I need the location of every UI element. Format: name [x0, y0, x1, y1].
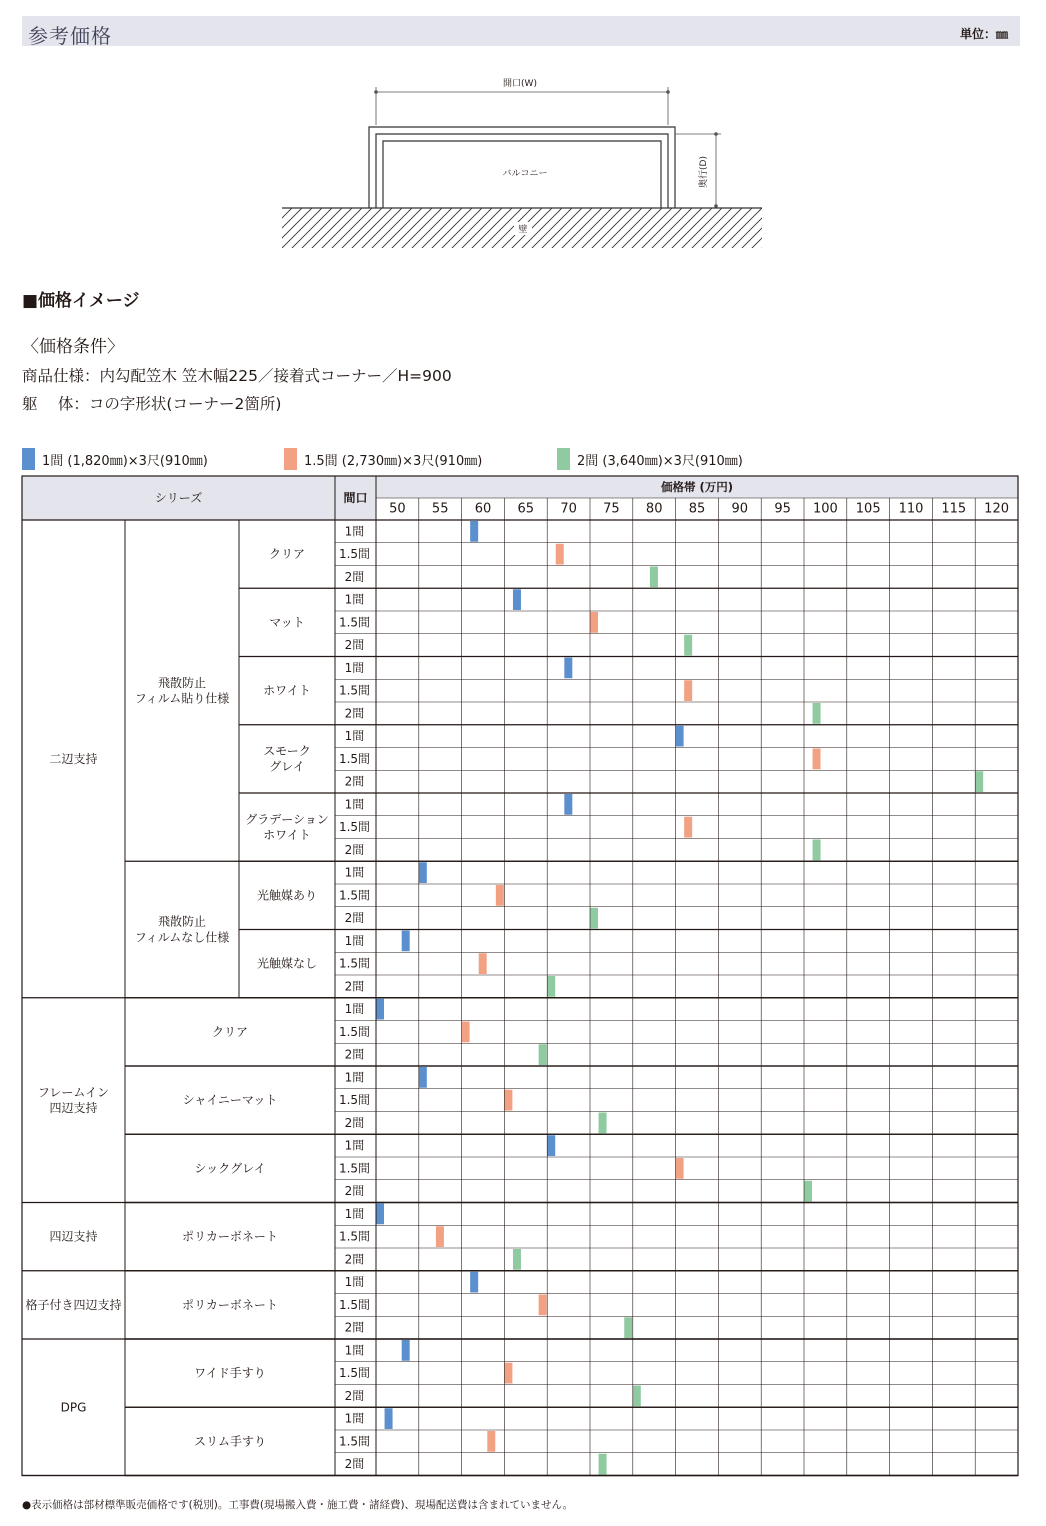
price-tick-label: 90 — [731, 501, 749, 517]
opening-label: 1.5間 — [338, 683, 371, 698]
price-marker — [564, 794, 572, 815]
price-marker — [590, 612, 598, 633]
series-variant-label: グラデーション — [245, 812, 329, 827]
price-marker — [599, 1113, 607, 1134]
opening-label: 1.5間 — [338, 751, 371, 766]
balcony-label: バルコニー — [502, 169, 548, 179]
price-marker — [676, 1158, 684, 1179]
legend-label-2ken: 2間 (3,640㎜)×3尺(910㎜) — [577, 453, 743, 469]
opening-label: 1.5間 — [338, 956, 371, 971]
opening-label: 1.5間 — [338, 888, 371, 903]
opening-label: 1.5間 — [338, 1229, 371, 1244]
series-sub-label: 飛散防止 — [157, 675, 207, 690]
width-label: 開口(W) — [503, 79, 537, 89]
opening-label: 2間 — [344, 979, 365, 994]
price-marker — [402, 1340, 410, 1361]
opening-label: 2間 — [344, 706, 365, 721]
price-marker — [564, 658, 572, 679]
opening-label: 1.5間 — [338, 1093, 371, 1108]
price-marker — [470, 1272, 478, 1293]
opening-label: 1間 — [344, 1138, 365, 1153]
opening-label: 2間 — [344, 842, 365, 857]
opening-label: 1間 — [344, 660, 365, 675]
price-tick-label: 75 — [603, 501, 620, 517]
series-group-label: 四辺支持 — [49, 1100, 98, 1115]
footnote: ●表示価格は部材標準販売価格です(税別)。工事費(現場搬入費・施工費・諸経費)、現場配送費は含まれていません。 — [22, 1499, 574, 1511]
price-marker — [684, 680, 692, 701]
price-marker — [599, 1454, 607, 1475]
price-marker — [804, 1181, 812, 1202]
price-tick-label: 105 — [855, 501, 881, 517]
opening-label: 1.5間 — [338, 1297, 371, 1312]
price-tick-label: 80 — [645, 501, 663, 517]
opening-label: 2間 — [344, 911, 365, 926]
opening-label: 1.5間 — [338, 820, 371, 835]
opening-label: 2間 — [344, 1115, 365, 1130]
price-marker — [479, 953, 487, 974]
series-group-label: 四辺支持 — [49, 1229, 98, 1244]
series-variant-label: ホワイト — [263, 683, 311, 698]
price-marker — [590, 908, 598, 929]
opening-label: 1間 — [344, 524, 365, 539]
opening-label: 1間 — [344, 1070, 365, 1085]
price-marker — [813, 749, 821, 770]
spec-line-product: 商品仕様：内勾配笠木 笠木幅225／接着式コーナー／H=900 — [22, 367, 452, 385]
price-marker — [624, 1317, 632, 1338]
price-marker — [504, 1363, 512, 1384]
opening-label: 1.5間 — [338, 1024, 371, 1039]
table-border — [22, 476, 1018, 1476]
price-marker — [436, 1226, 444, 1247]
price-tick-label: 120 — [984, 501, 1010, 517]
opening-label: 1.5間 — [338, 1366, 371, 1381]
opening-label: 1.5間 — [338, 1434, 371, 1449]
series-sub-label: フィルムなし仕様 — [134, 930, 230, 945]
series-variant-label: ホワイト — [263, 827, 311, 842]
opening-label: 2間 — [344, 638, 365, 653]
price-marker — [539, 1295, 547, 1316]
price-marker — [684, 817, 692, 838]
series-sub-label: 飛散防止 — [157, 914, 207, 929]
price-tick-label: 110 — [898, 501, 924, 517]
opening-label: 1.5間 — [338, 615, 371, 630]
opening-label: 2間 — [344, 774, 365, 789]
series-sub-label: ポリカーボネート — [182, 1297, 278, 1312]
opening-label: 1間 — [344, 933, 365, 948]
depth-label: 奥行(D) — [699, 156, 709, 188]
series-group-label: フレームイン — [37, 1085, 110, 1100]
price-marker — [813, 703, 821, 724]
price-marker — [419, 1067, 427, 1088]
price-marker — [419, 862, 427, 883]
price-tick-label: 95 — [774, 501, 791, 517]
series-group-label: 二辺支持 — [49, 751, 98, 766]
price-marker — [462, 1022, 470, 1043]
opening-label: 2間 — [344, 1252, 365, 1267]
price-marker — [650, 567, 658, 588]
opening-label: 1間 — [344, 1275, 365, 1290]
series-sub-label: ワイド手すり — [194, 1366, 266, 1381]
opening-label: 1間 — [344, 1343, 365, 1358]
series-variant-label: クリア — [268, 547, 306, 562]
series-variant-label: スモーク — [263, 744, 311, 759]
price-band-header: 価格帯 (万円) — [660, 480, 734, 494]
opening-label: 1間 — [344, 729, 365, 744]
series-sub-label: クリア — [211, 1024, 249, 1039]
price-marker — [496, 885, 504, 906]
opening-label: 1間 — [344, 865, 365, 880]
series-sub-label: シックグレイ — [194, 1161, 266, 1176]
legend-label-1ken: 1間 (1,820㎜)×3尺(910㎜) — [42, 453, 208, 469]
opening-label: 2間 — [344, 1457, 365, 1472]
price-marker — [539, 1044, 547, 1065]
opening-label: 1間 — [344, 1002, 365, 1017]
price-tick-label: 100 — [812, 501, 838, 517]
price-marker — [402, 931, 410, 952]
price-tick-label: 70 — [560, 501, 577, 517]
price-marker — [556, 544, 564, 565]
opening-label: 1.5間 — [338, 547, 371, 562]
price-marker — [813, 840, 821, 861]
price-marker — [513, 1249, 521, 1270]
price-marker — [513, 589, 521, 610]
price-marker — [633, 1386, 641, 1407]
price-marker — [547, 976, 555, 997]
conditions-heading: 〈価格条件〉 — [22, 337, 124, 357]
series-sub-label: シャイニーマット — [182, 1093, 278, 1108]
price-marker — [487, 1431, 495, 1452]
price-marker — [684, 635, 692, 656]
series-sub-label: スリム手すり — [193, 1434, 267, 1449]
price-marker — [975, 771, 983, 792]
opening-label: 2間 — [344, 1388, 365, 1403]
price-marker — [470, 521, 478, 542]
price-image-heading: ■価格イメージ — [22, 291, 140, 311]
series-variant-label: マット — [269, 615, 305, 630]
price-marker — [376, 999, 384, 1020]
opening-label: 1間 — [344, 592, 365, 607]
series-group-label: DPG — [60, 1400, 87, 1415]
price-marker — [376, 1204, 384, 1225]
price-tick-label: 55 — [431, 501, 449, 517]
series-group-label: 格子付き四辺支持 — [25, 1297, 122, 1312]
page-title: 参考価格 — [28, 24, 112, 48]
price-marker — [547, 1135, 555, 1156]
opening-label: 2間 — [344, 1320, 365, 1335]
opening-label: 2間 — [344, 1047, 365, 1062]
price-marker — [676, 726, 684, 747]
spec-line-body: 躯 体：コの字形状(コーナー2箇所) — [22, 395, 282, 413]
opening-label: 1間 — [344, 1206, 365, 1221]
opening-label: 1.5間 — [338, 1161, 371, 1176]
unit-label: 単位：㎜ — [959, 27, 1008, 41]
price-marker — [504, 1090, 512, 1111]
legend-label-1-5ken: 1.5間 (2,730㎜)×3尺(910㎜) — [304, 453, 483, 469]
series-sub-label: ポリカーボネート — [182, 1229, 278, 1244]
wall-label: 壁 — [518, 225, 528, 235]
series-variant-label: グレイ — [269, 759, 305, 774]
opening-label: 2間 — [344, 569, 365, 584]
price-marker — [385, 1408, 393, 1429]
series-sub-label: フィルム貼り仕様 — [134, 691, 230, 706]
opening-header: 間口 — [343, 491, 368, 505]
price-tick-label: 115 — [941, 501, 967, 517]
series-header: シリーズ — [154, 491, 203, 505]
price-tick-label: 50 — [389, 501, 406, 517]
opening-label: 1間 — [344, 1411, 365, 1426]
series-variant-label: 光触媒あり — [256, 888, 318, 903]
price-tick-label: 60 — [474, 501, 492, 517]
price-tick-label: 65 — [517, 501, 535, 517]
opening-label: 1間 — [344, 797, 365, 812]
price-tick-label: 85 — [688, 501, 706, 517]
opening-label: 2間 — [344, 1184, 365, 1199]
series-variant-label: 光触媒なし — [256, 956, 318, 971]
